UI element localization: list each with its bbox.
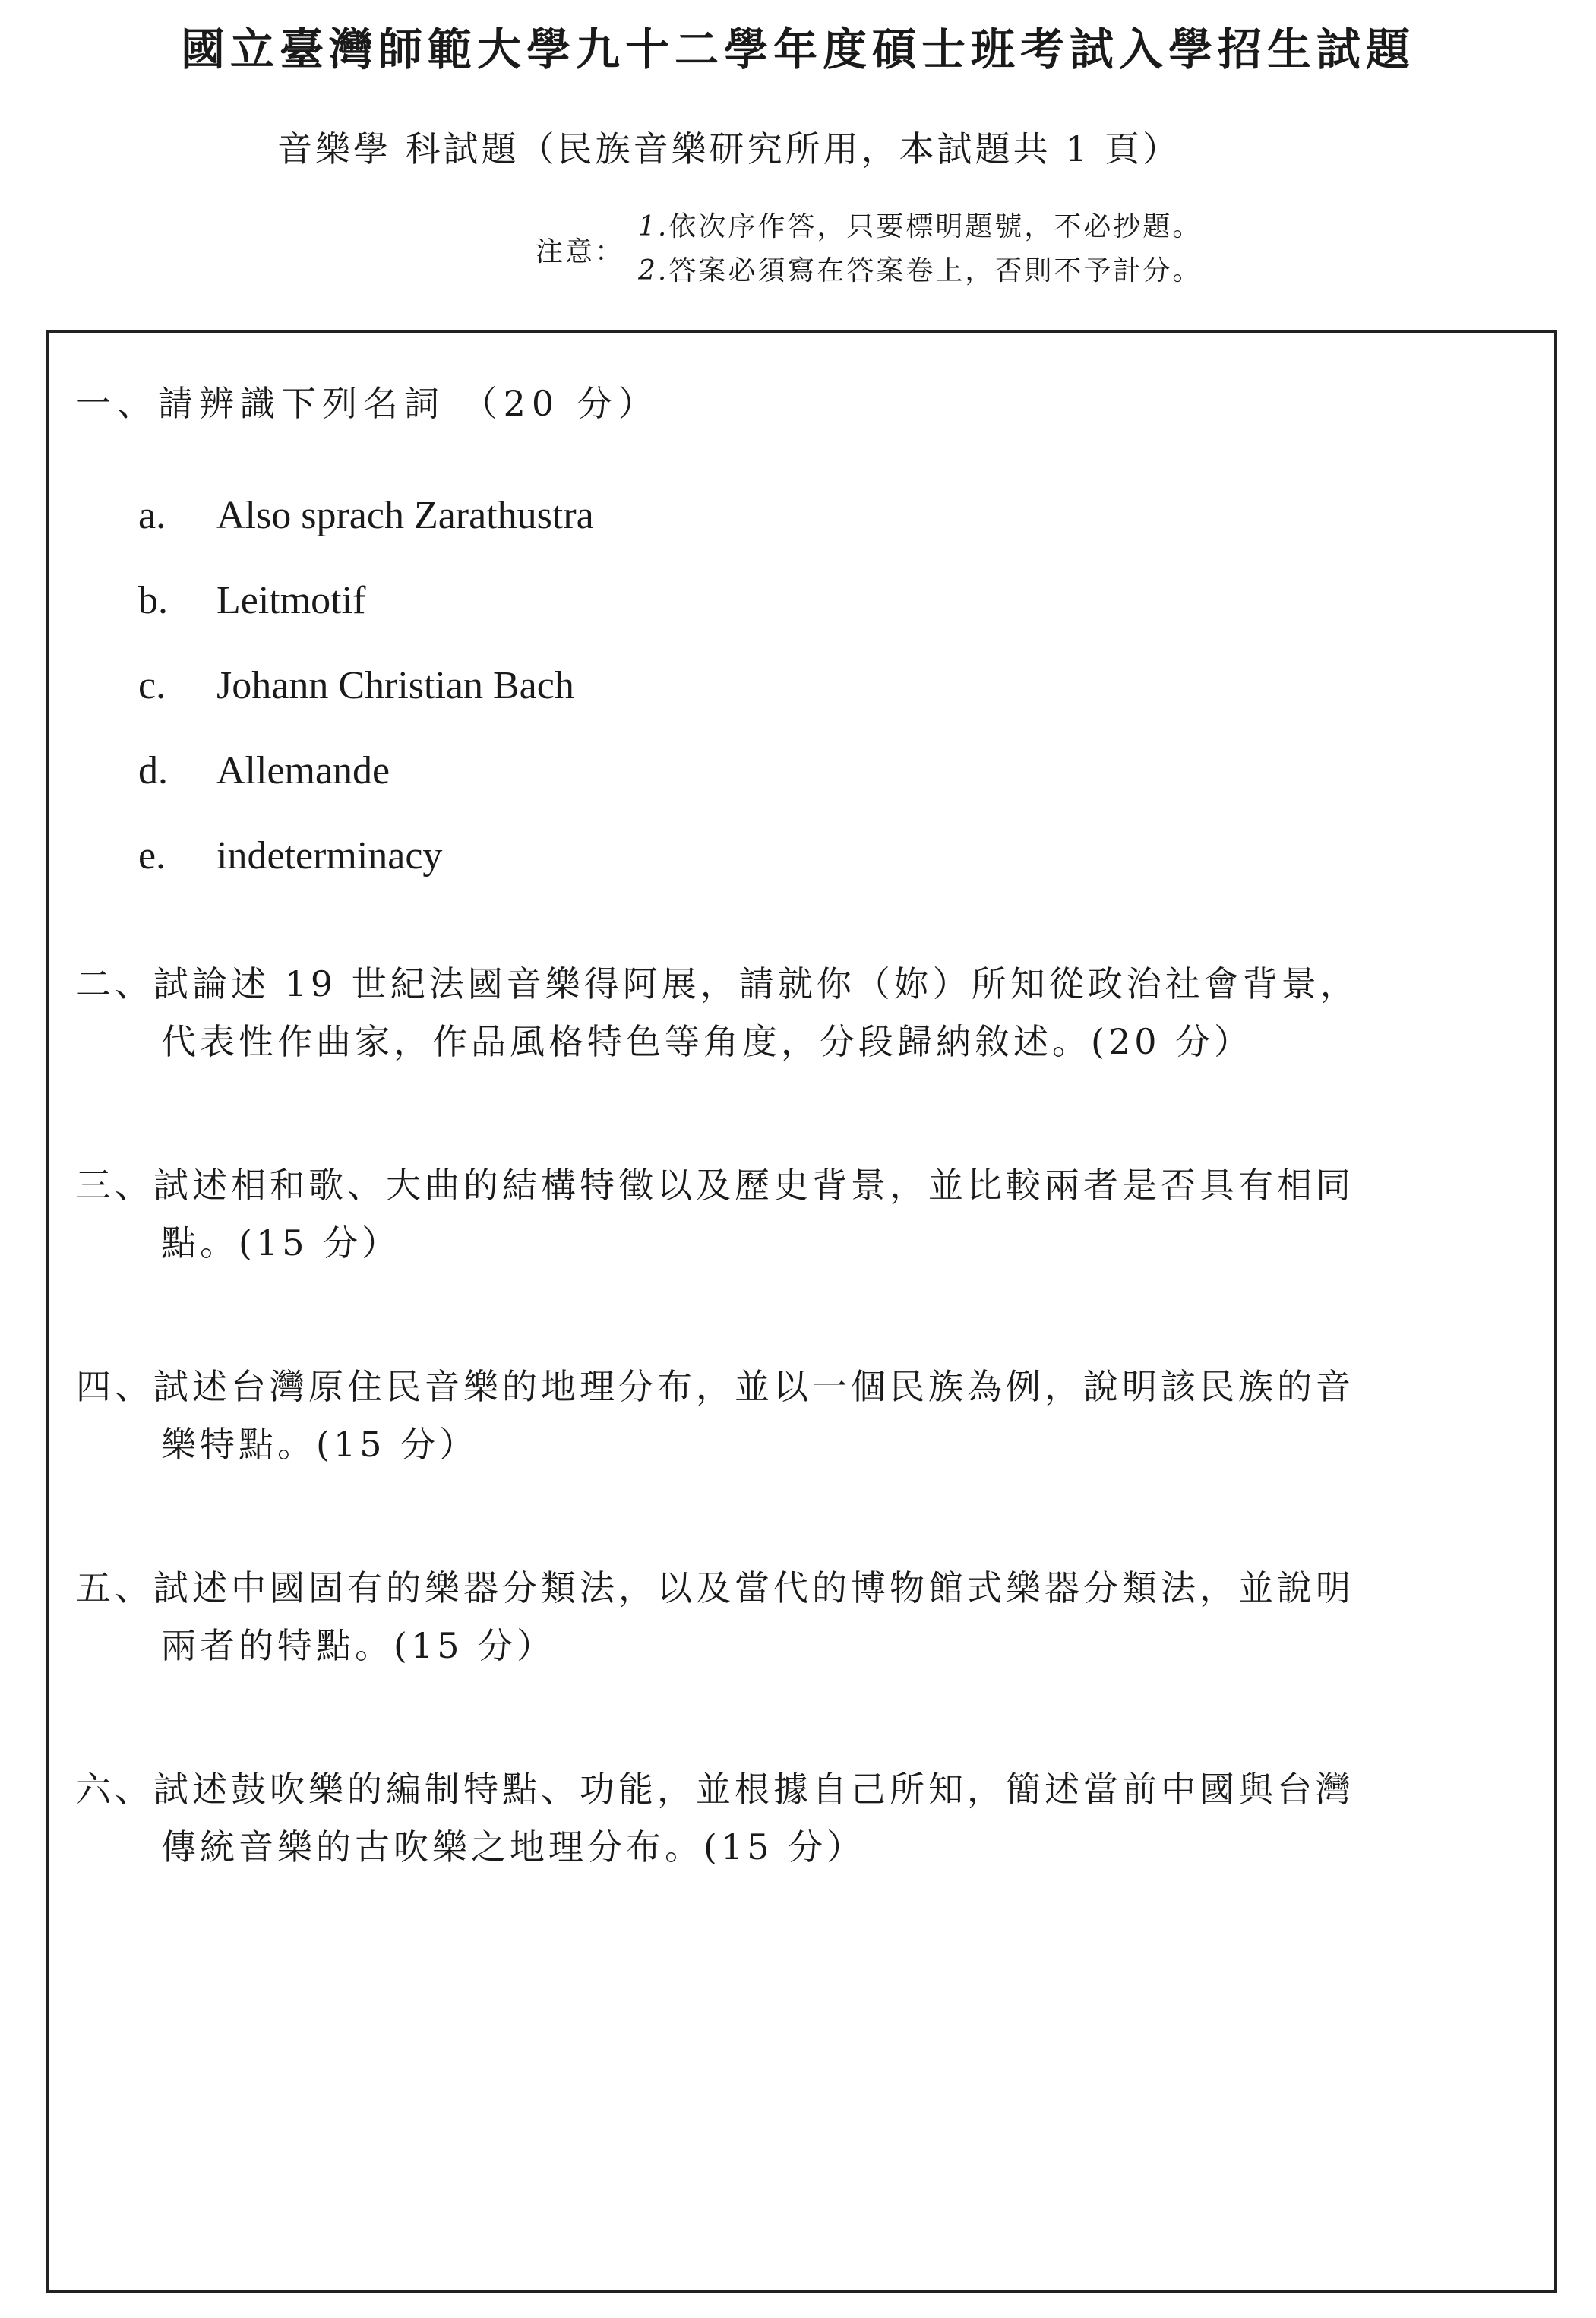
term-letter: b. <box>138 578 168 622</box>
instruction-number: 1. <box>638 211 669 242</box>
instruction-text: 依次序作答，只要標明題號，不必抄題。 <box>668 211 1203 242</box>
term-text: Leitmotif <box>216 578 366 622</box>
question-line: 三、試述相和歌、大曲的結構特徵以及歷史背景，並比較兩者是否具有相同 <box>76 1165 1354 1206</box>
question-1-heading: 一、請辨識下列名詞 （20 分） <box>76 383 659 424</box>
term-text: Johann Christian Bach <box>216 663 574 707</box>
question-line: 二、試論述 19 世紀法國音樂得阿展，請就你（妳）所知從政治社會背景， <box>76 963 1359 1004</box>
term-letter: a. <box>138 493 166 537</box>
question-2 <box>76 955 1534 1070</box>
instructions-label: 注意： <box>536 236 625 267</box>
question-line: 樂特點。(15 分） <box>161 1424 479 1465</box>
term-list <box>138 473 594 898</box>
term-text: indeterminacy <box>216 833 443 878</box>
instructions-list <box>638 205 1202 293</box>
instruction-item <box>638 205 1202 249</box>
instruction-text: 答案必須寫在答案卷上，否則不予計分。 <box>668 255 1203 286</box>
term-item <box>138 728 594 813</box>
term-item <box>138 813 594 898</box>
term-text: Allemande <box>216 748 390 792</box>
question-line: 五、試述中國固有的樂器分類法，以及當代的博物館式樂器分類法，並說明 <box>76 1567 1354 1608</box>
term-item <box>138 558 594 643</box>
instructions <box>536 205 1202 293</box>
instruction-item <box>638 249 1202 293</box>
instruction-number: 2. <box>638 255 669 286</box>
question-line: 點。(15 分） <box>161 1222 401 1263</box>
question-line: 四、試述台灣原住民音樂的地理分布，並以一個民族為例，說明該民族的音 <box>76 1366 1354 1407</box>
term-text: Also sprach Zarathustra <box>216 493 594 537</box>
question-4 <box>76 1358 1534 1473</box>
question-6 <box>76 1760 1534 1876</box>
page-title: 國立臺灣師範大學九十二學年度碩士班考試入學招生試題 <box>180 24 1415 75</box>
exam-subtitle: 音樂學 科試題（民族音樂研究所用，本試題共 1 頁） <box>277 128 1181 169</box>
question-5 <box>76 1559 1534 1674</box>
question-line: 兩者的特點。(15 分） <box>161 1625 556 1666</box>
term-letter: d. <box>138 748 168 792</box>
question-line: 傳統音樂的古吹樂之地理分布。(15 分） <box>161 1826 866 1867</box>
term-letter: c. <box>138 663 166 707</box>
question-3 <box>76 1156 1534 1272</box>
term-item <box>138 643 594 728</box>
term-item <box>138 473 594 558</box>
question-line: 代表性作曲家，作品風格特色等角度，分段歸納敘述。(20 分） <box>161 1021 1253 1062</box>
term-letter: e. <box>138 833 166 878</box>
question-line: 六、試述鼓吹樂的編制特點、功能，並根據自己所知，簡述當前中國與台灣 <box>76 1769 1354 1810</box>
